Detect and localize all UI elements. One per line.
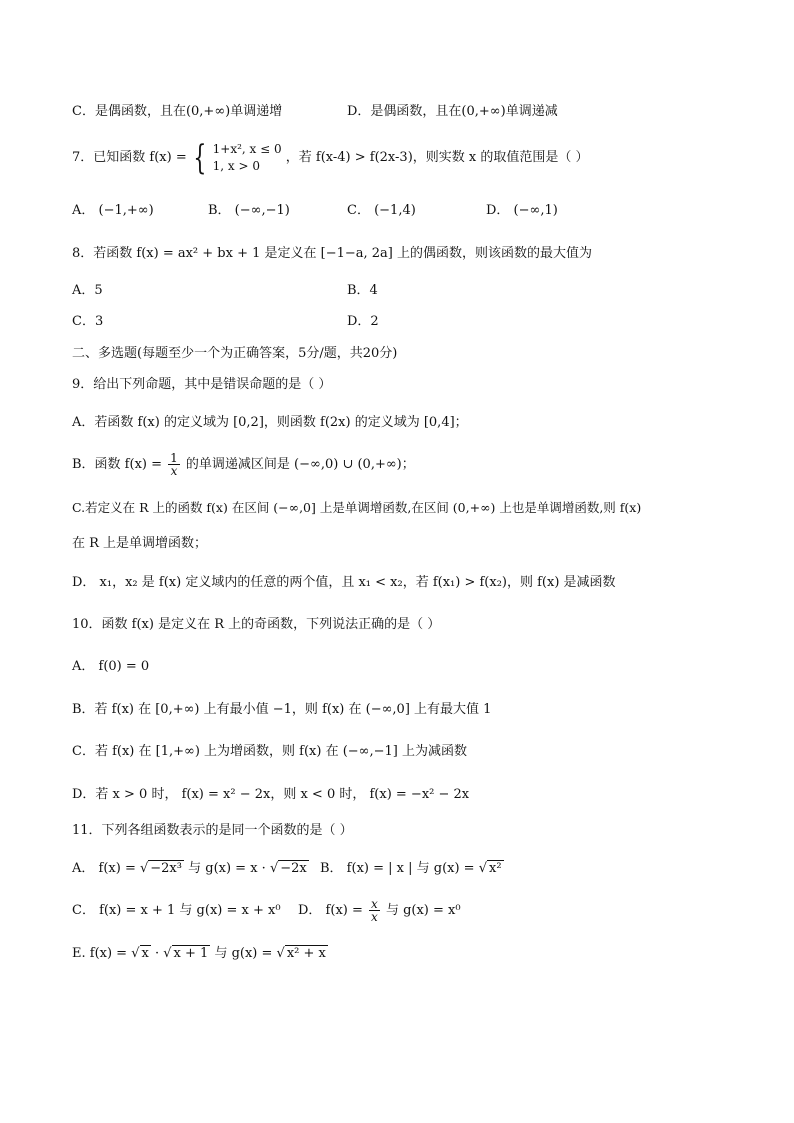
sqrt-symbol: √	[276, 946, 285, 961]
q9-option-b-fraction	[168, 452, 180, 477]
q7-piecewise	[213, 141, 282, 175]
q11-option-b	[320, 860, 504, 878]
q7-option-d: D． (−∞,1)	[486, 203, 558, 218]
q11-option-b-prefix: B． f(x) = | x | 与 g(x) =	[320, 861, 479, 876]
q9-option-a: A．若函数 f(x) 的定义域为 [0,2]，则函数 f(2x) 的定义域为 [0,4]；	[72, 415, 468, 430]
q7-case-2: 1, x > 0	[212, 158, 260, 173]
q7-option-b: B． (−∞,−1)	[208, 203, 290, 218]
q8-option-c: C．3	[72, 314, 104, 329]
q11-option-c: C． f(x) = x + 1 与 g(x) = x + x⁰	[72, 903, 281, 918]
q10-option-a: A． f(0) = 0	[72, 659, 150, 674]
q11-option-e	[72, 945, 328, 963]
section-heading-multi-choice: 二、多选题(每题至少一个为正确答案，5分/题，共20分)	[72, 346, 398, 361]
q7-stem-prefix: 7．已知函数 f(x) =	[72, 150, 187, 165]
q11-option-d-denominator: x	[371, 910, 378, 924]
q11-option-a-prefix: A． f(x) =	[72, 861, 140, 876]
q7-option-a: A． (−1,+∞)	[72, 203, 154, 218]
sqrt-symbol: √	[269, 861, 279, 876]
q7-case-1: 1+x², x ≤ 0	[212, 141, 282, 156]
q11-option-d	[298, 896, 461, 926]
sqrt-symbol: √	[163, 946, 172, 961]
q11-option-b-radicand: x²	[489, 861, 502, 876]
q9-option-b	[72, 450, 415, 480]
q11-option-e-dot: ·	[154, 946, 164, 961]
q11-option-a-radicand-1: −2x³	[150, 861, 182, 876]
q11-option-e-middle: 与 g(x) =	[214, 946, 277, 961]
q7-option-c: C． (−1,4)	[347, 203, 416, 218]
q11-option-e-radicand-1: x	[141, 946, 149, 961]
q9-option-d: D． x₁，x₂ 是 f(x) 定义域内的任意的两个值，且 x₁ < x₂，若 f(x₁) > f(x₂)，则 f(x) 是减函数	[72, 575, 616, 590]
q11-option-a-radicand-2: −2x	[280, 861, 307, 876]
q6-option-d: D．是偶函数，且在(0,+∞)单调递减	[347, 104, 558, 119]
q11-stem: 11．下列各组函数表示的是同一个函数的是（ ）	[72, 823, 353, 838]
q9-stem: 9．给出下列命题，其中是错误命题的是（ ）	[72, 377, 332, 392]
q9-option-b-numerator: 1	[170, 451, 178, 465]
q11-option-d-prefix: D． f(x) =	[298, 903, 363, 918]
q10-option-d: D．若 x > 0 时， f(x) = x² − 2x，则 x < 0 时， f(x) = −x² − 2x	[72, 787, 470, 802]
q9-option-c-line2: 在 R 上是单调增函数；	[72, 536, 208, 551]
q11-option-e-radicand-3: x² + x	[286, 946, 326, 961]
q11-option-d-suffix: 与 g(x) = x⁰	[385, 903, 461, 918]
q9-option-b-denominator: x	[170, 464, 178, 478]
q11-option-e-prefix: E. f(x) =	[72, 946, 132, 961]
q9-option-b-prefix: B．函数 f(x) =	[72, 457, 162, 472]
sqrt-symbol: √	[139, 861, 149, 876]
q10-option-b: B．若 f(x) 在 [0,+∞) 上有最小值 −1，则 f(x) 在 (−∞,0] 上有最大值 1	[72, 702, 492, 717]
q9-option-c-line1: C.若定义在 R 上的函数 f(x) 在区间 (−∞,0] 上是单调增函数,在区间 (0,+∞) 上也是单调增函数,则 f(x)	[72, 500, 642, 515]
q11-option-a-middle: 与 g(x) = x ·	[188, 861, 270, 876]
q10-option-c: C．若 f(x) 在 [1,+∞) 上为增函数，则 f(x) 在 (−∞,−1] 上为减函数	[72, 744, 468, 759]
q8-option-a: A．5	[72, 283, 103, 298]
q9-option-b-suffix: 的单调递减区间是 (−∞,0) ∪ (0,+∞)；	[185, 457, 415, 472]
sqrt-symbol: √	[478, 861, 488, 876]
q8-option-b: B．4	[347, 283, 378, 298]
sqrt-symbol: √	[131, 946, 140, 961]
q10-stem: 10．函数 f(x) 是定义在 R 上的奇函数，下列说法正确的是（ ）	[72, 617, 441, 632]
q7-stem	[72, 138, 589, 178]
q7-brace: {	[193, 137, 207, 178]
q8-option-d: D．2	[347, 314, 379, 329]
q11-option-d-numerator: x	[371, 897, 378, 911]
q11-option-a	[72, 860, 309, 878]
q6-option-c: C．是偶函数，且在(0,+∞)单调递增	[72, 104, 283, 119]
q7-stem-suffix: ，若 f(x-4) > f(2x-3)，则实数 x 的取值范围是（ ）	[285, 150, 589, 165]
q11-option-e-radicand-2: x + 1	[173, 946, 209, 961]
q11-option-d-fraction	[369, 898, 380, 923]
q8-stem: 8．若函数 f(x) = ax² + bx + 1 是定义在 [−1−a, 2a] 上的偶函数，则该函数的最大值为	[72, 246, 593, 261]
